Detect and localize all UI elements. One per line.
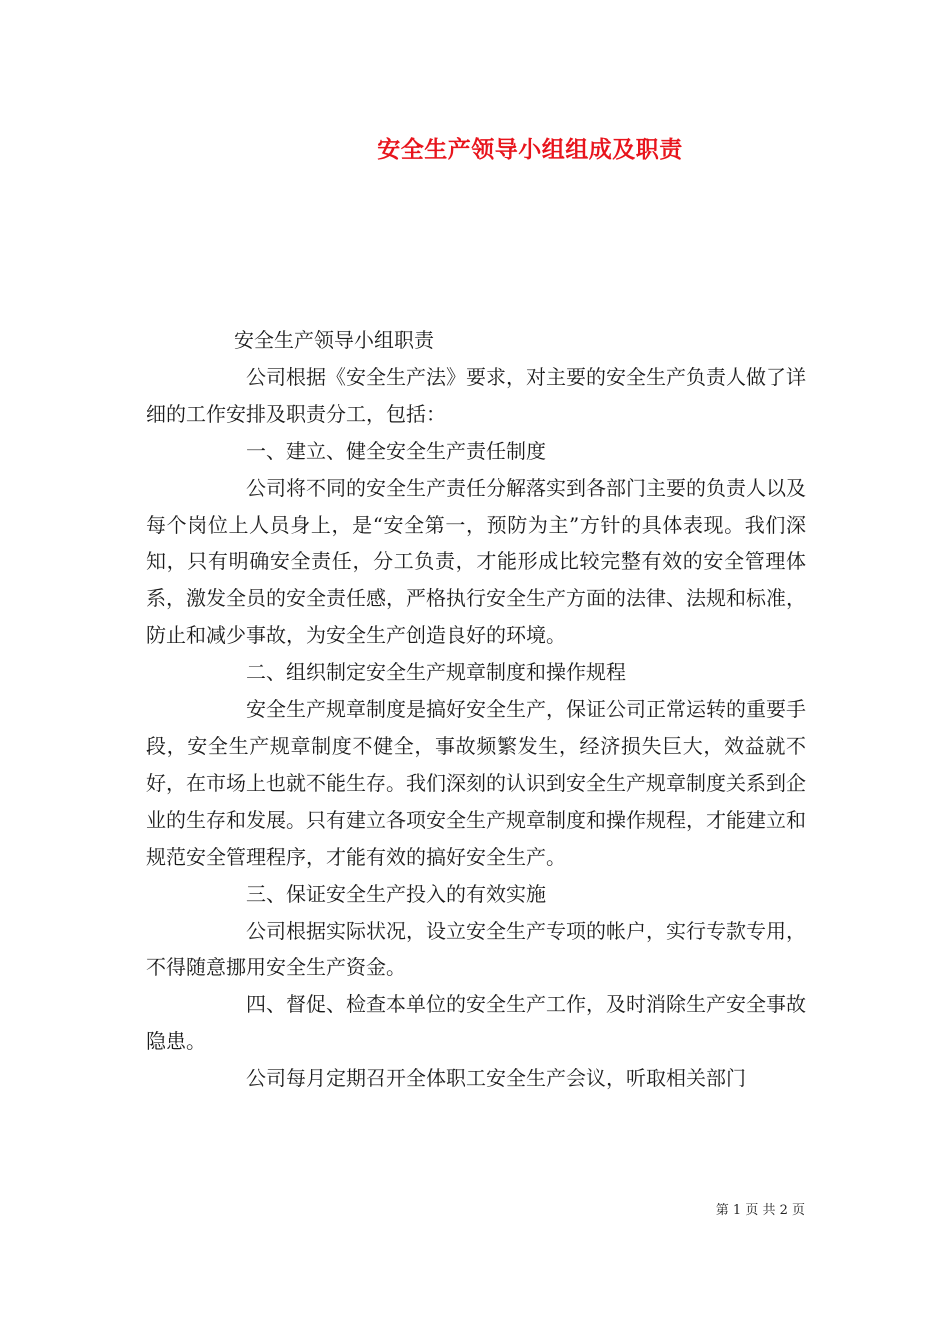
document-title: 安全生产领导小组组成及职责 <box>377 136 683 163</box>
section-heading: 二、组织制定安全生产规章制度和操作规程 <box>246 660 626 685</box>
body-paragraph: 公司根据《安全生产法》要求，对主要的安全生产负责人做了详细的工作安排及职责分工，包括： <box>146 364 806 426</box>
body-paragraph: 安全生产规章制度是搞好安全生产，保证公司正常运转的重要手段，安全生产规章制度不健全，事故频繁发生，经济损失巨大，效益就不好，在市场上也就不能生存。我们深刻的认识到安全生产规章制度关系到企业的生存和发展。只有建立各项安全生产规章制度和操作规程，才能建立和规范安全管理程序，才能有效的搞好安全生产。 <box>146 697 806 869</box>
body-paragraph: 公司根据实际状况，设立安全生产专项的帐户，实行专款专用，不得随意挪用安全生产资金。 <box>146 918 806 980</box>
section-heading: 一、建立、健全安全生产责任制度 <box>246 438 546 463</box>
document-body <box>146 322 806 1097</box>
section-heading: 安全生产领导小组职责 <box>234 328 434 352</box>
section-heading: 三、保证安全生产投入的有效实施 <box>246 881 546 906</box>
section-heading: 四、督促、检查本单位的安全生产工作，及时消除生产安全事故隐患。 <box>146 992 806 1054</box>
body-paragraph: 公司每月定期召开全体职工安全生产会议，听取相关部门 <box>246 1066 746 1091</box>
page-number: 第 1 页 共 2 页 <box>715 1203 805 1218</box>
body-paragraph: 公司将不同的安全生产责任分解落实到各部门主要的负责人以及每个岗位上人员身上，是“安全第一，预防为主”方针的具体表现。我们深知，只有明确安全责任，分工负责，才能形成比较完整有效的安全管理体系，激发全员的安全责任感，严格执行安全生产方面的法律、法规和标准，防止和减少事故，为安全生产创造良好的环境。 <box>146 475 806 648</box>
